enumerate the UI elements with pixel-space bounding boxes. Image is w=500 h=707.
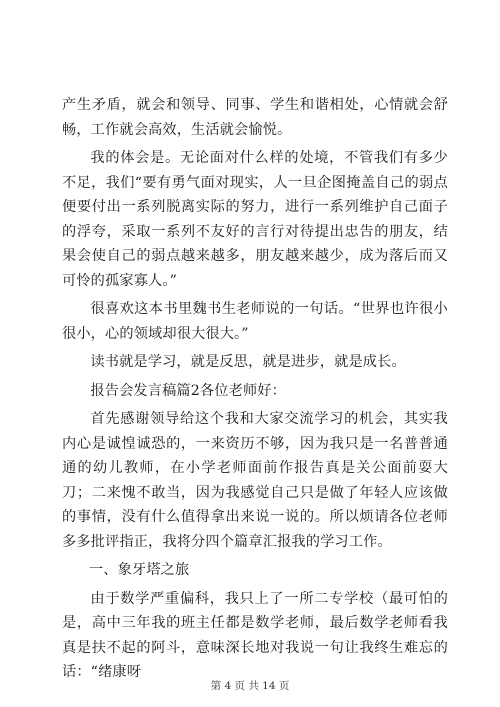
paragraph-quote: 很喜欢这本书里魏书生老师说的一句话。“世界也许很小很小，心的领域却很大很大。” — [62, 301, 448, 342]
paragraph-speech-title: 报告会发言稿篇2各位老师好： — [90, 382, 286, 399]
page-footer: 第 4 页 共 14 页 — [210, 680, 290, 692]
section-heading: 一、象牙塔之旅 — [88, 562, 190, 578]
paragraph-experience: 我的体会是。无论面对什么样的处境，不管我们有多少不足，我们“要有勇气面对现实，人一旦企图掩盖自己的弱点便要付出一系列脱离实际的努力，进行一系列维护自己面子的浮夸，采取一系列不友好的言行对待提出忠告的朋友，结果会使自己的弱点越来越多，朋友越来越少，成为落后而又可怜的孤家寡人。” — [62, 150, 448, 289]
paragraph-reading: 读书就是学习，就是反思，就是进步，就是成长。 — [90, 354, 406, 370]
paragraph-continuation: 产生矛盾，就会和领导、同事、学生和谐相处，心情就会舒畅，工作就会高效，生活就会愉悦。 — [62, 97, 448, 138]
document-body — [62, 93, 448, 689]
paragraph-math: 由于数学严重偏科，我只上了一所二专学校（最可怕的是，高中三年我的班主任都是数学老师，最后数学老师看我真是扶不起的阿斗，意味深长地对我说一句让我终生难忘的话：“绪康呀 — [62, 590, 448, 680]
paragraph-thanks: 首先感谢领导给这个我和大家交流学习的机会，其实我内心是诚惶诚恐的，一来资历不够，因为我只是一名普普通通的幼儿教师，在小学老师面前作报告真是关公面前耍大刀；二来愧不敢当，因为我感觉自己只是做了年轻人应该做的事情，没有什么值得拿出来说一说的。所以烦请各位老师多多批评指正，我将分四个篇章汇报我的学习工作。 — [62, 411, 448, 550]
